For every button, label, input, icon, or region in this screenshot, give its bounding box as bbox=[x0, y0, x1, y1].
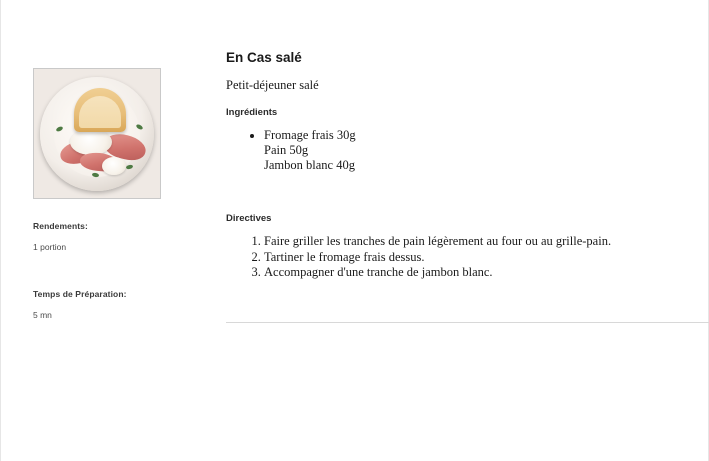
meta-spacer bbox=[33, 252, 193, 267]
plate-shape bbox=[40, 77, 154, 191]
list-item: Pain 50g bbox=[264, 143, 309, 157]
cheese-swirl-icon bbox=[102, 157, 126, 175]
recipe-sidebar bbox=[33, 68, 193, 320]
herb-icon bbox=[126, 164, 134, 170]
page-title: En Cas salé bbox=[226, 50, 302, 65]
list-item: Jambon blanc 40g bbox=[264, 158, 355, 172]
page-left-rule bbox=[0, 0, 1, 461]
list-item: 1. Faire griller les tranches de pain légèrement au four ou au grille-pain. bbox=[264, 234, 681, 250]
directions-heading: Directives bbox=[226, 213, 272, 224]
ingredients-list bbox=[226, 128, 681, 173]
recipe-photo bbox=[33, 68, 161, 199]
recipe-subtitle: Petit-déjeuner salé bbox=[226, 78, 319, 92]
list-item: 2. Tartiner le fromage frais dessus. bbox=[264, 250, 681, 266]
prep-time-label: Temps de Préparation: bbox=[33, 289, 127, 299]
cheese-swirl-icon bbox=[70, 129, 112, 155]
list-item: 3. Accompagner d'une tranche de jambon blanc. bbox=[264, 265, 681, 281]
bread-slice-icon bbox=[74, 88, 126, 132]
yield-label: Rendements: bbox=[33, 221, 88, 231]
yield-value: 1 portion bbox=[33, 242, 67, 252]
list-item: • Fromage frais 30g bbox=[264, 128, 681, 143]
bread-crumb-shape bbox=[79, 96, 121, 128]
ingredients-heading: Ingrédients bbox=[226, 107, 278, 118]
prep-time-value: 5 mn bbox=[33, 310, 52, 320]
section-divider bbox=[226, 322, 709, 323]
recipe-body bbox=[226, 50, 681, 281]
yield-block bbox=[33, 221, 193, 252]
recipe-card bbox=[33, 0, 681, 461]
prep-time-block bbox=[33, 289, 193, 320]
directions-list bbox=[226, 234, 681, 281]
